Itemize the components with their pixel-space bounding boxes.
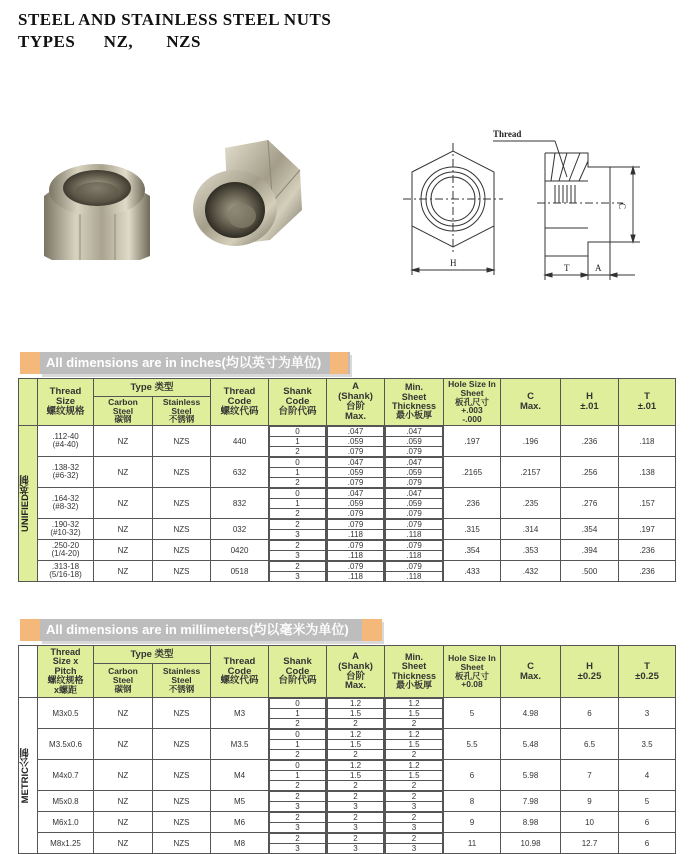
cell-shank-value: 0 bbox=[270, 730, 326, 740]
cell-carbon-steel: NZ bbox=[94, 812, 153, 833]
cell-a-value: .059 bbox=[328, 468, 384, 478]
cell-shank-group bbox=[269, 698, 327, 729]
cell-thread-code: M3 bbox=[211, 698, 269, 729]
cell-a-value: .079 bbox=[328, 520, 384, 530]
header-h: H ±.01 bbox=[561, 379, 619, 426]
header-t: T ±0.25 bbox=[619, 646, 676, 698]
cell-min-value: 2 bbox=[386, 813, 443, 823]
cell-c-max: .432 bbox=[501, 561, 561, 582]
cell-a-value: .059 bbox=[328, 499, 384, 509]
cell-carbon-steel: NZ bbox=[94, 760, 153, 791]
cell-min-group bbox=[385, 561, 444, 582]
cell-t: 3 bbox=[619, 698, 676, 729]
cell-a-value: 2 bbox=[328, 792, 384, 802]
cell-a-value: 2 bbox=[328, 834, 384, 844]
cell-shank-value: 3 bbox=[270, 844, 326, 854]
cell-a-value: 1.5 bbox=[328, 740, 384, 750]
cell-shank-value: 1 bbox=[270, 740, 326, 750]
cell-min-value: 3 bbox=[386, 844, 443, 854]
cell-h: 10 bbox=[561, 812, 619, 833]
header-thread-size: Thread Size 螺纹规格 bbox=[38, 379, 94, 426]
header-spacer bbox=[19, 379, 38, 426]
cell-thread-code: M6 bbox=[211, 812, 269, 833]
cell-c-max: 8.98 bbox=[501, 812, 561, 833]
header-stainless-steel: Stainless Steel 不锈钢 bbox=[153, 664, 211, 698]
cell-min-value: 3 bbox=[386, 802, 443, 812]
table-row bbox=[19, 729, 676, 760]
cell-a-value: 1.5 bbox=[328, 771, 384, 781]
cell-min-value: .047 bbox=[386, 427, 443, 437]
header-c: C Max. bbox=[501, 379, 561, 426]
cell-hole-size: 6 bbox=[444, 760, 501, 791]
cell-t: .236 bbox=[619, 561, 676, 582]
cell-a-value: .059 bbox=[328, 437, 384, 447]
cell-hole-size: .354 bbox=[444, 540, 501, 561]
nut-photo-angled bbox=[190, 140, 305, 250]
cell-carbon-steel: NZ bbox=[94, 833, 153, 854]
cell-a-value: .079 bbox=[328, 509, 384, 519]
cell-shank-value: 2 bbox=[270, 447, 326, 457]
header-thread-code: Thread Code 螺纹代码 bbox=[211, 379, 269, 426]
cell-t: 5 bbox=[619, 791, 676, 812]
cell-stainless-steel: NZS bbox=[153, 760, 211, 791]
cell-shank-value: 2 bbox=[270, 509, 326, 519]
table-row bbox=[19, 760, 676, 791]
units-banner-inches bbox=[20, 352, 350, 374]
cell-carbon-steel: NZ bbox=[94, 488, 153, 519]
cell-stainless-steel: NZS bbox=[153, 812, 211, 833]
cell-a-group bbox=[327, 426, 385, 457]
cell-a-value: 3 bbox=[328, 823, 384, 833]
header-t: T ±.01 bbox=[619, 379, 676, 426]
thread-label: Thread bbox=[493, 129, 522, 139]
cell-shank-value: 1 bbox=[270, 437, 326, 447]
cell-a-group bbox=[327, 519, 385, 540]
cell-h: .236 bbox=[561, 426, 619, 457]
cell-thread-size: .112-40 (#4-40) bbox=[38, 426, 94, 457]
cell-shank-group bbox=[269, 426, 327, 457]
table-row bbox=[19, 812, 676, 833]
cell-hole-size: 5 bbox=[444, 698, 501, 729]
cell-stainless-steel: NZS bbox=[153, 540, 211, 561]
cell-a-group bbox=[327, 698, 385, 729]
cell-min-group bbox=[385, 760, 444, 791]
side-label: UNIFIED英制 bbox=[20, 475, 31, 532]
cell-min-group bbox=[385, 519, 444, 540]
cell-a-group bbox=[327, 812, 385, 833]
header-carbon-steel: Carbon Steel 碳钢 bbox=[94, 664, 153, 698]
cell-a-value: .118 bbox=[328, 572, 384, 582]
cell-t: 3.5 bbox=[619, 729, 676, 760]
header-type: Type 类型 bbox=[94, 646, 211, 664]
nut-photo-front bbox=[40, 160, 155, 260]
cell-shank-value: 2 bbox=[270, 781, 326, 791]
dim-t-label: T bbox=[564, 263, 570, 273]
header-shank-code: Shank Code 台阶代码 bbox=[269, 646, 327, 698]
cell-stainless-steel: NZS bbox=[153, 488, 211, 519]
cell-min-value: .079 bbox=[386, 478, 443, 488]
cell-min-group bbox=[385, 791, 444, 812]
cell-min-value: .118 bbox=[386, 551, 443, 561]
cell-min-value: .079 bbox=[386, 447, 443, 457]
cell-a-group bbox=[327, 833, 385, 854]
cell-t: .118 bbox=[619, 426, 676, 457]
cell-c-max: 7.98 bbox=[501, 791, 561, 812]
cell-hole-size: 11 bbox=[444, 833, 501, 854]
cell-a-value: 1.2 bbox=[328, 699, 384, 709]
cell-shank-value: 2 bbox=[270, 719, 326, 729]
cell-min-value: .047 bbox=[386, 458, 443, 468]
cell-a-value: 1.2 bbox=[328, 730, 384, 740]
cell-shank-group bbox=[269, 833, 327, 854]
cell-thread-size: .250-20 (1/4-20) bbox=[38, 540, 94, 561]
cell-hole-size: 5.5 bbox=[444, 729, 501, 760]
table-row bbox=[19, 561, 676, 582]
cell-a-value: 2 bbox=[328, 813, 384, 823]
cell-a-value: 1.2 bbox=[328, 761, 384, 771]
cell-min-group bbox=[385, 698, 444, 729]
cell-thread-code: 632 bbox=[211, 457, 269, 488]
cell-stainless-steel: NZS bbox=[153, 698, 211, 729]
cell-min-group bbox=[385, 457, 444, 488]
cell-min-value: .118 bbox=[386, 572, 443, 582]
cell-thread-code: M4 bbox=[211, 760, 269, 791]
cell-c-max: 10.98 bbox=[501, 833, 561, 854]
cell-min-value: .059 bbox=[386, 468, 443, 478]
cell-thread-code: 832 bbox=[211, 488, 269, 519]
cell-shank-value: 3 bbox=[270, 530, 326, 540]
cell-a-value: 3 bbox=[328, 802, 384, 812]
cell-a-value: .079 bbox=[328, 562, 384, 572]
table-row bbox=[19, 833, 676, 854]
dim-h-label: H bbox=[450, 258, 457, 268]
cell-shank-group bbox=[269, 488, 327, 519]
cell-carbon-steel: NZ bbox=[94, 791, 153, 812]
cell-a-group bbox=[327, 760, 385, 791]
header-hole-size: Hole Size In Sheet 板孔尺寸 +.003 -.000 bbox=[444, 379, 501, 426]
cell-a-value: 3 bbox=[328, 844, 384, 854]
cell-shank-value: 2 bbox=[270, 834, 326, 844]
cell-hole-size: .315 bbox=[444, 519, 501, 540]
units-banner-millimeters bbox=[20, 619, 384, 641]
cell-shank-value: 3 bbox=[270, 802, 326, 812]
cell-c-max: 5.48 bbox=[501, 729, 561, 760]
cell-shank-group bbox=[269, 812, 327, 833]
cell-thread-size: M3x0.5 bbox=[38, 698, 94, 729]
cell-c-max: .353 bbox=[501, 540, 561, 561]
cell-min-value: .079 bbox=[386, 509, 443, 519]
header-shank-code: Shank Code 台阶代码 bbox=[269, 379, 327, 426]
cell-c-max: .2157 bbox=[501, 457, 561, 488]
cell-stainless-steel: NZS bbox=[153, 426, 211, 457]
cell-a-value: .118 bbox=[328, 530, 384, 540]
page-title: STEEL AND STAINLESS STEEL NUTS bbox=[18, 10, 332, 29]
cell-min-group bbox=[385, 426, 444, 457]
cell-carbon-steel: NZ bbox=[94, 519, 153, 540]
table-row bbox=[19, 426, 676, 457]
header-min-sheet: Min. Sheet Thickness 最小板厚 bbox=[385, 379, 444, 426]
table-row bbox=[19, 698, 676, 729]
cell-min-group bbox=[385, 488, 444, 519]
cell-thread-size: M4x0.7 bbox=[38, 760, 94, 791]
cell-carbon-steel: NZ bbox=[94, 729, 153, 760]
banner-bar bbox=[40, 619, 382, 641]
cell-a-group bbox=[327, 457, 385, 488]
cell-a-group bbox=[327, 729, 385, 760]
cell-h: 6.5 bbox=[561, 729, 619, 760]
cell-shank-group bbox=[269, 760, 327, 791]
cell-a-value: 2 bbox=[328, 719, 384, 729]
cell-carbon-steel: NZ bbox=[94, 561, 153, 582]
cell-a-value: .047 bbox=[328, 489, 384, 499]
cell-a-group bbox=[327, 561, 385, 582]
banner-text: All dimensions are in millimeters(均以毫米为单位) bbox=[46, 622, 349, 637]
header-stainless-steel: Stainless Steel 不锈钢 bbox=[153, 397, 211, 426]
header-c: C Max. bbox=[501, 646, 561, 698]
cell-shank-group bbox=[269, 519, 327, 540]
cell-h: 7 bbox=[561, 760, 619, 791]
cell-shank-group bbox=[269, 791, 327, 812]
cell-min-value: 1.5 bbox=[386, 740, 443, 750]
banner-accent-left bbox=[20, 619, 40, 641]
banner-text: All dimensions are in inches(均以英寸为单位) bbox=[46, 355, 322, 370]
cell-c-max: 4.98 bbox=[501, 698, 561, 729]
cell-thread-code: M5 bbox=[211, 791, 269, 812]
cell-min-value: 2 bbox=[386, 750, 443, 760]
cell-shank-value: 1 bbox=[270, 709, 326, 719]
cell-min-value: 1.5 bbox=[386, 709, 443, 719]
cell-shank-value: 0 bbox=[270, 489, 326, 499]
cell-stainless-steel: NZS bbox=[153, 791, 211, 812]
cell-min-value: .059 bbox=[386, 437, 443, 447]
cell-stainless-steel: NZS bbox=[153, 833, 211, 854]
cell-a-group bbox=[327, 791, 385, 812]
cell-shank-group bbox=[269, 540, 327, 561]
cell-shank-value: 1 bbox=[270, 468, 326, 478]
banner-accent-right bbox=[362, 619, 382, 641]
cell-thread-size: .190-32 (#10-32) bbox=[38, 519, 94, 540]
cell-t: 6 bbox=[619, 812, 676, 833]
cell-thread-size: .313-18 (5/16-18) bbox=[38, 561, 94, 582]
cell-thread-size: M5x0.8 bbox=[38, 791, 94, 812]
table-row bbox=[19, 540, 676, 561]
dim-c-label: C bbox=[617, 203, 627, 210]
header-thread-code: Thread Code 螺纹代码 bbox=[211, 646, 269, 698]
cell-h: 9 bbox=[561, 791, 619, 812]
header-min-sheet: Min. Sheet Thickness 最小板厚 bbox=[385, 646, 444, 698]
cell-min-value: .079 bbox=[386, 562, 443, 572]
header-thread-size: Thread Size x Pitch 螺纹规格 x螺距 bbox=[38, 646, 94, 698]
cell-t: 4 bbox=[619, 760, 676, 791]
cell-hole-size: .2165 bbox=[444, 457, 501, 488]
cell-carbon-steel: NZ bbox=[94, 457, 153, 488]
cell-shank-value: 0 bbox=[270, 761, 326, 771]
header-a-shank: A (Shank) 台阶 Max. bbox=[327, 379, 385, 426]
banner-bar bbox=[40, 352, 350, 374]
cell-h: .276 bbox=[561, 488, 619, 519]
cell-thread-code: 032 bbox=[211, 519, 269, 540]
dim-a-label: A bbox=[595, 263, 602, 273]
cell-min-value: 2 bbox=[386, 781, 443, 791]
header-type: Type 类型 bbox=[94, 379, 211, 397]
header-carbon-steel: Carbon Steel 碳钢 bbox=[94, 397, 153, 426]
metric-spec-table bbox=[18, 645, 676, 854]
cell-a-value: .079 bbox=[328, 478, 384, 488]
cell-c-max: .235 bbox=[501, 488, 561, 519]
cell-hole-size: 8 bbox=[444, 791, 501, 812]
banner-accent-right bbox=[330, 352, 348, 374]
cell-min-value: 2 bbox=[386, 719, 443, 729]
nut-technical-drawing bbox=[395, 115, 645, 285]
cell-shank-value: 3 bbox=[270, 823, 326, 833]
cell-a-value: .047 bbox=[328, 427, 384, 437]
cell-shank-group bbox=[269, 457, 327, 488]
cell-t: 6 bbox=[619, 833, 676, 854]
cell-hole-size: .197 bbox=[444, 426, 501, 457]
cell-a-group bbox=[327, 488, 385, 519]
cell-shank-value: 3 bbox=[270, 572, 326, 582]
cell-min-value: 1.2 bbox=[386, 699, 443, 709]
cell-stainless-steel: NZS bbox=[153, 519, 211, 540]
side-label-cell bbox=[19, 698, 38, 854]
cell-min-value: 1.2 bbox=[386, 730, 443, 740]
cell-shank-value: 0 bbox=[270, 458, 326, 468]
cell-thread-size: M8x1.25 bbox=[38, 833, 94, 854]
cell-t: .138 bbox=[619, 457, 676, 488]
cell-min-value: .079 bbox=[386, 520, 443, 530]
cell-thread-size: .138-32 (#6-32) bbox=[38, 457, 94, 488]
cell-min-group bbox=[385, 540, 444, 561]
cell-shank-value: 2 bbox=[270, 562, 326, 572]
table-row bbox=[19, 791, 676, 812]
cell-min-value: 1.2 bbox=[386, 761, 443, 771]
cell-hole-size: .236 bbox=[444, 488, 501, 519]
cell-a-value: 2 bbox=[328, 750, 384, 760]
cell-carbon-steel: NZ bbox=[94, 540, 153, 561]
cell-h: .256 bbox=[561, 457, 619, 488]
cell-thread-code: M8 bbox=[211, 833, 269, 854]
cell-shank-value: 3 bbox=[270, 551, 326, 561]
cell-t: .197 bbox=[619, 519, 676, 540]
page-subtitle-types: TYPES NZ, NZS bbox=[18, 32, 201, 51]
header-a-shank: A (Shank) 台阶 Max. bbox=[327, 646, 385, 698]
cell-shank-value: 2 bbox=[270, 750, 326, 760]
cell-thread-size: M6x1.0 bbox=[38, 812, 94, 833]
cell-min-value: .118 bbox=[386, 530, 443, 540]
cell-shank-value: 2 bbox=[270, 478, 326, 488]
cell-h: .394 bbox=[561, 540, 619, 561]
cell-thread-code: M3.5 bbox=[211, 729, 269, 760]
cell-carbon-steel: NZ bbox=[94, 698, 153, 729]
cell-min-value: 2 bbox=[386, 792, 443, 802]
cell-shank-value: 2 bbox=[270, 792, 326, 802]
cell-a-value: .118 bbox=[328, 551, 384, 561]
cell-shank-value: 0 bbox=[270, 427, 326, 437]
table-row bbox=[19, 457, 676, 488]
cell-thread-size: .164-32 (#8-32) bbox=[38, 488, 94, 519]
cell-t: .157 bbox=[619, 488, 676, 519]
cell-min-value: .079 bbox=[386, 541, 443, 551]
cell-thread-code: 440 bbox=[211, 426, 269, 457]
cell-thread-code: 0420 bbox=[211, 540, 269, 561]
cell-h: 6 bbox=[561, 698, 619, 729]
header-spacer bbox=[19, 646, 38, 698]
cell-a-value: 2 bbox=[328, 781, 384, 791]
cell-a-value: 1.5 bbox=[328, 709, 384, 719]
cell-c-max: .196 bbox=[501, 426, 561, 457]
cell-c-max: 5.98 bbox=[501, 760, 561, 791]
cell-stainless-steel: NZS bbox=[153, 561, 211, 582]
cell-stainless-steel: NZS bbox=[153, 457, 211, 488]
cell-hole-size: 9 bbox=[444, 812, 501, 833]
cell-shank-value: 2 bbox=[270, 520, 326, 530]
cell-t: .236 bbox=[619, 540, 676, 561]
table-row bbox=[19, 488, 676, 519]
cell-h: 12.7 bbox=[561, 833, 619, 854]
cell-min-group bbox=[385, 729, 444, 760]
header-h: H ±0.25 bbox=[561, 646, 619, 698]
cell-h: .354 bbox=[561, 519, 619, 540]
cell-min-group bbox=[385, 833, 444, 854]
cell-thread-size: M3.5x0.6 bbox=[38, 729, 94, 760]
cell-h: .500 bbox=[561, 561, 619, 582]
cell-a-value: .079 bbox=[328, 447, 384, 457]
cell-min-value: .047 bbox=[386, 489, 443, 499]
cell-min-value: .059 bbox=[386, 499, 443, 509]
cell-min-value: 1.5 bbox=[386, 771, 443, 781]
cell-shank-group bbox=[269, 561, 327, 582]
cell-shank-group bbox=[269, 729, 327, 760]
banner-accent-left bbox=[20, 352, 40, 374]
side-label-cell bbox=[19, 426, 38, 582]
cell-shank-value: 2 bbox=[270, 813, 326, 823]
cell-a-value: .079 bbox=[328, 541, 384, 551]
cell-a-value: .047 bbox=[328, 458, 384, 468]
cell-shank-value: 2 bbox=[270, 541, 326, 551]
cell-shank-value: 1 bbox=[270, 771, 326, 781]
cell-c-max: .314 bbox=[501, 519, 561, 540]
cell-shank-value: 0 bbox=[270, 699, 326, 709]
cell-stainless-steel: NZS bbox=[153, 729, 211, 760]
cell-a-group bbox=[327, 540, 385, 561]
side-label: METRIC公制 bbox=[20, 747, 31, 804]
table-row bbox=[19, 519, 676, 540]
cell-thread-code: 0518 bbox=[211, 561, 269, 582]
cell-carbon-steel: NZ bbox=[94, 426, 153, 457]
unified-spec-table bbox=[18, 378, 676, 582]
header-hole-size: Hole Size In Sheet 板孔尺寸 +0.08 bbox=[444, 646, 501, 698]
cell-min-group bbox=[385, 812, 444, 833]
cell-min-value: 3 bbox=[386, 823, 443, 833]
cell-min-value: 2 bbox=[386, 834, 443, 844]
cell-shank-value: 1 bbox=[270, 499, 326, 509]
cell-hole-size: .433 bbox=[444, 561, 501, 582]
